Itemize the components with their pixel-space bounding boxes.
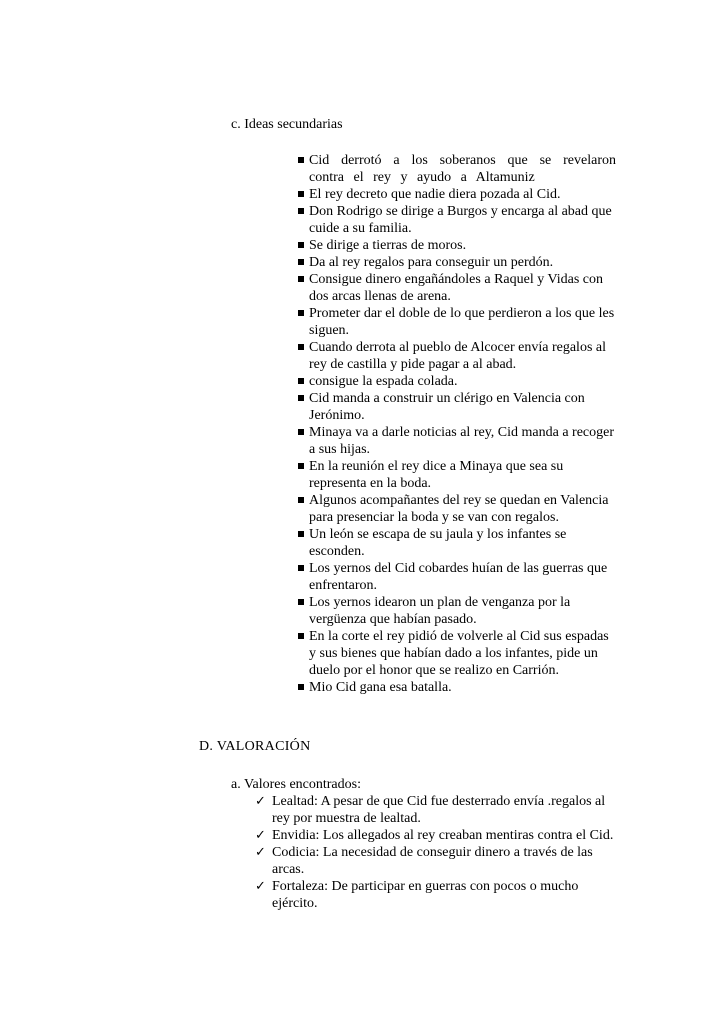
list-item: En la corte el rey pidió de volverle al Cid sus espadas y sus bienes que habían dado a los infantes, pide un duelo por el honor que se realizo en Carrión. (296, 628, 616, 679)
list-item: Se dirige a tierras de moros. (296, 237, 616, 254)
square-bullet-icon (298, 429, 304, 435)
square-bullet-icon (298, 463, 304, 469)
list-item: Algunos acompañantes del rey se quedan en Valencia para presenciar la boda y se van con regalos. (296, 492, 616, 526)
list-item: Los yernos del Cid cobardes huían de las guerras que enfrentaron. (296, 560, 616, 594)
square-bullet-icon (298, 276, 304, 282)
checkmark-icon: ✓ (255, 794, 266, 809)
list-item: Prometer dar el doble de lo que perdieron a los que les siguen. (296, 305, 616, 339)
list-item: ✓ Codicia: La necesidad de conseguir dinero a través de las arcas. (255, 845, 593, 877)
list-item: Cid derrotó a los soberanos que se revelaron contra el rey y ayudo a Altamuniz (296, 152, 616, 186)
list-item: Da al rey regalos para conseguir un perdón. (296, 254, 616, 271)
list-item: Don Rodrigo se dirige a Burgos y encarga al abad que cuide a su familia. (296, 203, 616, 237)
square-bullet-icon (298, 565, 304, 571)
list-item: ✓ Lealtad: A pesar de que Cid fue desterrado envía .regalos al rey por muestra de lealtad. (255, 794, 606, 826)
square-bullet-icon (298, 395, 304, 401)
square-bullet-icon (298, 599, 304, 605)
list-item: Mio Cid gana esa batalla. (296, 679, 616, 696)
valores-list (255, 793, 615, 912)
square-bullet-icon (298, 497, 304, 503)
valoracion-heading: D. VALORACIÓN (199, 739, 311, 754)
list-item: El rey decreto que nadie diera pozada al Cid. (296, 186, 616, 203)
square-bullet-icon (298, 378, 304, 384)
list-item: Un león se escapa de su jaula y los infantes se esconden. (296, 526, 616, 560)
list-item: Los yernos idearon un plan de venganza por la vergüenza que habían pasado. (296, 594, 616, 628)
square-bullet-icon (298, 157, 304, 163)
square-bullet-icon (298, 344, 304, 350)
square-bullet-icon (298, 633, 304, 639)
list-item: Minaya va a darle noticias al rey, Cid manda a recoger a sus hijas. (296, 424, 616, 458)
checkmark-icon: ✓ (255, 879, 266, 894)
square-bullet-icon (298, 259, 304, 265)
square-bullet-icon (298, 684, 304, 690)
checkmark-icon: ✓ (255, 845, 266, 860)
square-bullet-icon (298, 191, 304, 197)
list-item: ✓ Fortaleza: De participar en guerras con pocos o mucho ejército. (255, 879, 579, 911)
square-bullet-icon (298, 208, 304, 214)
checkmark-icon: ✓ (255, 828, 266, 843)
ideas-secundarias-list (296, 152, 616, 696)
list-item: Cid manda a construir un clérigo en Valencia con Jerónimo. (296, 390, 616, 424)
square-bullet-icon (298, 242, 304, 248)
list-item: Cuando derrota al pueblo de Alcocer envía regalos al rey de castilla y pide pagar a al abad. (296, 339, 616, 373)
ideas-secundarias-heading: c. Ideas secundarias (231, 117, 343, 132)
square-bullet-icon (298, 310, 304, 316)
list-item: En la reunión el rey dice a Minaya que sea su representa en la boda. (296, 458, 616, 492)
list-item: ✓ Envidia: Los allegados al rey creaban mentiras contra el Cid. (255, 828, 614, 843)
list-item: consigue la espada colada. (296, 373, 616, 390)
valores-encontrados-heading: a. Valores encontrados: (231, 777, 361, 792)
square-bullet-icon (298, 531, 304, 537)
list-item: Consigue dinero engañándoles a Raquel y Vidas con dos arcas llenas de arena. (296, 271, 616, 305)
